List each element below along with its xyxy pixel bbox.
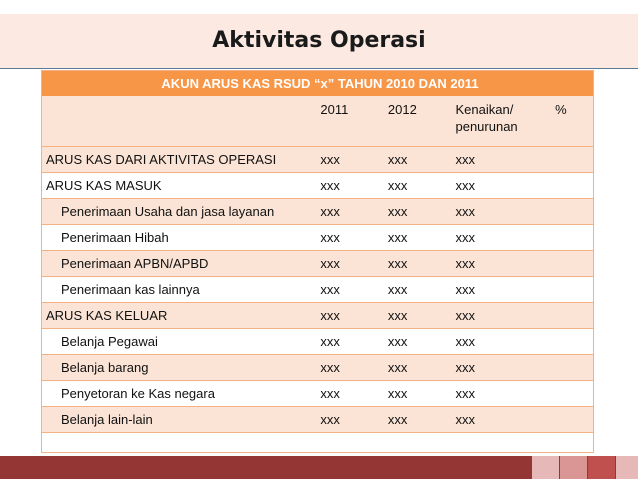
footer-square-3 — [588, 456, 615, 479]
cell-percent — [550, 329, 594, 355]
table-row — [41, 303, 594, 329]
slide-title: Aktivitas Operasi — [212, 28, 426, 53]
row-label: Penerimaan kas lainnya — [41, 277, 315, 303]
cell-percent — [550, 147, 594, 173]
cell-2011: xxx — [315, 355, 383, 381]
table-row — [41, 277, 594, 303]
cell-percent — [550, 251, 594, 277]
row-label: Penerimaan Usaha dan jasa layanan — [41, 199, 315, 225]
cell-percent — [550, 225, 594, 251]
table-row — [41, 433, 594, 459]
cell-2011: xxx — [315, 251, 383, 277]
table-caption-row — [41, 70, 594, 96]
cell-percent — [550, 381, 594, 407]
cell-kenaikan: xxx — [450, 225, 550, 251]
cash-flow-table — [41, 70, 594, 458]
cell-2011 — [315, 433, 383, 459]
cell-kenaikan: xxx — [450, 199, 550, 225]
cell-kenaikan — [450, 433, 550, 459]
cell-kenaikan: xxx — [450, 173, 550, 199]
cell-percent — [550, 303, 594, 329]
column-header-kenaikan-line2: penurunan — [455, 119, 518, 134]
cell-2011: xxx — [315, 225, 383, 251]
row-label: Penerimaan APBN/APBD — [41, 251, 315, 277]
row-label: Belanja lain-lain — [41, 407, 315, 433]
cell-2012: xxx — [383, 251, 451, 277]
column-header-label — [41, 96, 315, 147]
cell-2012: xxx — [383, 407, 451, 433]
cell-kenaikan: xxx — [450, 147, 550, 173]
table-caption: AKUN ARUS KAS RSUD “x” TAHUN 2010 DAN 2011 — [41, 70, 594, 96]
column-header-2012: 2012 — [383, 96, 451, 147]
cell-2011: xxx — [315, 147, 383, 173]
cell-2011: xxx — [315, 381, 383, 407]
cell-percent — [550, 173, 594, 199]
row-label — [41, 433, 315, 459]
row-label: Penyetoran ke Kas negara — [41, 381, 315, 407]
footer-square-2 — [560, 456, 587, 479]
cell-percent — [550, 199, 594, 225]
row-label: ARUS KAS DARI AKTIVITAS OPERASI — [41, 147, 315, 173]
cell-2011: xxx — [315, 277, 383, 303]
cell-percent — [550, 407, 594, 433]
column-header-row — [41, 96, 594, 147]
slide-top-band — [0, 0, 638, 14]
column-header-kenaikan — [450, 96, 550, 147]
table-row — [41, 251, 594, 277]
cell-2011: xxx — [315, 407, 383, 433]
row-label: Penerimaan Hibah — [41, 225, 315, 251]
column-header-2011: 2011 — [315, 96, 383, 147]
row-label: Belanja Pegawai — [41, 329, 315, 355]
cell-kenaikan: xxx — [450, 407, 550, 433]
cell-2012: xxx — [383, 381, 451, 407]
table-row — [41, 225, 594, 251]
column-header-percent: % — [550, 96, 594, 147]
cell-percent — [550, 277, 594, 303]
row-label: ARUS KAS KELUAR — [41, 303, 315, 329]
footer-square-1 — [532, 456, 559, 479]
table-row — [41, 329, 594, 355]
table-row — [41, 199, 594, 225]
cell-2012: xxx — [383, 329, 451, 355]
cell-2012: xxx — [383, 147, 451, 173]
table-row — [41, 147, 594, 173]
footer-square-4 — [616, 456, 638, 479]
column-header-kenaikan-line1: Kenaikan/ — [455, 102, 514, 117]
cell-2012: xxx — [383, 199, 451, 225]
cell-kenaikan: xxx — [450, 251, 550, 277]
cell-2012: xxx — [383, 355, 451, 381]
cell-2012: xxx — [383, 303, 451, 329]
table-row — [41, 355, 594, 381]
cell-2012: xxx — [383, 277, 451, 303]
cell-percent — [550, 355, 594, 381]
table-row — [41, 381, 594, 407]
cell-kenaikan: xxx — [450, 381, 550, 407]
cell-kenaikan: xxx — [450, 277, 550, 303]
cell-percent — [550, 433, 594, 459]
cell-2011: xxx — [315, 173, 383, 199]
table-row — [41, 173, 594, 199]
cell-kenaikan: xxx — [450, 329, 550, 355]
cell-2012 — [383, 433, 451, 459]
cell-2011: xxx — [315, 329, 383, 355]
table-row — [41, 407, 594, 433]
cell-2011: xxx — [315, 303, 383, 329]
row-label: ARUS KAS MASUK — [41, 173, 315, 199]
cell-kenaikan: xxx — [450, 355, 550, 381]
cell-kenaikan: xxx — [450, 303, 550, 329]
row-label: Belanja barang — [41, 355, 315, 381]
cell-2012: xxx — [383, 173, 451, 199]
cell-2011: xxx — [315, 199, 383, 225]
cell-2012: xxx — [383, 225, 451, 251]
